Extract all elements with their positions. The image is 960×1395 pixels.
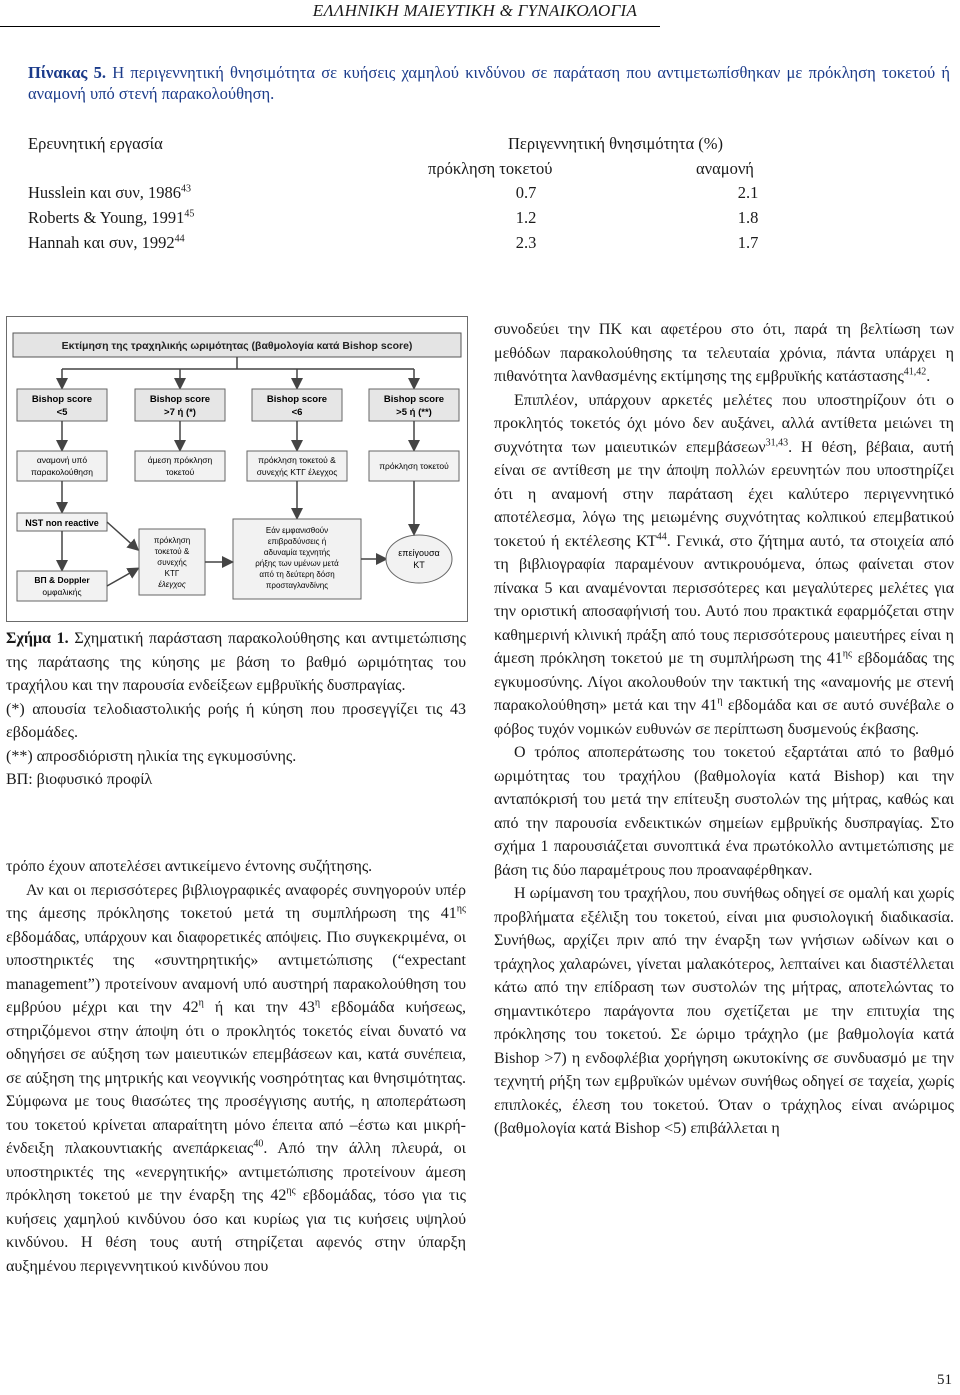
svg-text:τοκετού &: τοκετού & — [154, 547, 190, 556]
svg-text:πρόκληση τοκετού &: πρόκληση τοκετού & — [258, 455, 336, 465]
svg-text:ομφαλικής: ομφαλικής — [42, 587, 82, 597]
score-box-1 — [17, 389, 107, 421]
score-box-3 — [252, 389, 342, 421]
induction-value: 1.2 — [515, 208, 537, 227]
journal-title: ΕΛΛΗΝΙΚΗ ΜΑΙΕΥΤΙΚΗ & ΓΥΝΑΙΚΟΛΟΓΙΑ — [312, 1, 638, 20]
col-study-header: Ερευνητική εργασία — [28, 134, 163, 153]
svg-text:πρόκληση τοκετού: πρόκληση τοκετού — [379, 461, 449, 471]
fetal-distress-box — [233, 519, 361, 599]
table-caption-label: Πίνακας 5. — [28, 63, 106, 82]
svg-text:παρακολούθηση: παρακολούθηση — [30, 467, 94, 477]
svg-text:έλεγχος: έλεγχος — [158, 580, 186, 589]
svg-text:Bishop score: Bishop score — [149, 394, 211, 405]
svg-text:ΚΤΓ: ΚΤΓ — [164, 569, 180, 578]
svg-text:προσταγλανδίνης: προσταγλανδίνης — [265, 581, 329, 590]
induction-value: 0.7 — [515, 183, 537, 202]
right-column-text — [494, 318, 954, 1141]
svg-text:επείγουσα: επείγουσα — [398, 548, 440, 558]
running-header — [0, 0, 660, 27]
svg-text:πρόκληση: πρόκληση — [153, 536, 191, 545]
action-box-immediate — [135, 451, 225, 481]
figure-note-3: ΒΠ: βιοφυσικό προφίλ — [6, 771, 153, 788]
flowchart-figure — [6, 316, 468, 622]
study-ref: 43 — [181, 183, 192, 195]
svg-text:Bishop score: Bishop score — [266, 394, 328, 405]
left-column-text — [6, 855, 466, 1278]
svg-text:NST non reactive: NST non reactive — [25, 518, 99, 528]
action-box-wait — [17, 451, 107, 481]
svg-text:Bishop score: Bishop score — [31, 394, 93, 405]
induction-box — [139, 529, 205, 595]
svg-text:αδυναμία τεχνητής: αδυναμία τεχνητής — [263, 548, 331, 557]
svg-text:<6: <6 — [291, 407, 303, 418]
svg-text:αναμονή υπό: αναμονή υπό — [36, 455, 88, 465]
study-name: Husslein και συν, 1986 — [28, 183, 182, 202]
svg-text:τοκετού: τοκετού — [165, 467, 195, 477]
urgent-cs-oval — [386, 535, 452, 583]
svg-text:>5 ή (**): >5 ή (**) — [396, 407, 432, 418]
svg-text:Εάν εμφανισθούν: Εάν εμφανισθούν — [265, 526, 329, 535]
waiting-value: 2.1 — [737, 183, 759, 202]
svg-text:συνεχής ΚΤΓ έλεγχος: συνεχής ΚΤΓ έλεγχος — [256, 467, 338, 477]
svg-text:ΚΤ: ΚΤ — [413, 560, 425, 570]
figure-note-1: (*) απουσία τελοδιαστολικής ροής ή κύηση που προσεγγίζει τις 43 εβδομάδες. — [6, 700, 466, 741]
svg-text:ρήξης των υμένων μετά: ρήξης των υμένων μετά — [255, 559, 339, 568]
flowchart-svg — [7, 317, 467, 621]
figure-caption-text: Σχηματική παράσταση παρακολούθησης και αντιμετώπισης της παράτασης της κύησης με βάση το βαθμό ωριμότητας του τραχήλου και την παρουσία ενδείξεων εμβρυϊκής δυσπραγίας. — [6, 630, 467, 694]
action-box-induction — [369, 451, 459, 481]
left-paragraph-1: τρόπο έχουν αποτελέσει αντικείμενο έντονης συζήτησης. — [6, 858, 373, 875]
svg-text:συνεχής: συνεχής — [157, 558, 187, 567]
waiting-value: 1.8 — [737, 208, 759, 227]
right-paragraph-4: Η ωρίμανση του τραχήλου, που συνήθως οδηγεί σε ομαλή και χωρίς προβλήματα εξέλιξη του τοκετού, είναι μια φυσιολογική διαδικασία. Συνήθως, αρχίζει πριν από την έναρξη των γνήσιων ωδίνων και ο τράχηλος χαλαρώνει, γίνεται μαλακότερος, λεπταίνει και διαστέλλεται κάτω από την επίδραση των συστολών της μήτρας, αποτελώντας το σημαντικότερο παράγοντα που σχετίζεται με την επιτυχία της πρόκλησης του τοκετού. Σε ώριμο τράχηλο (με βαθμολογία κατά Bishop >7) η ενδοφλέβια χορήγηση ωκυτοκίνης σε συνδυασμό με την τεχνητή ρήξη των εμβρυϊκών υμένων συνήθως οδηγεί σε ταχεία, χωρίς επιπλοκές, έλεση του τοκετού. Όταν ο τράχηλος είναι ανώριμος (βαθμολογία κατά Bishop <5) επιβάλλεται η — [494, 885, 954, 1137]
figure-title: Εκτίμηση της τραχηλικής ωριμότητας (βαθμολογία κατά Bishop score) — [61, 340, 413, 352]
svg-text:ΒΠ & Doppler: ΒΠ & Doppler — [34, 575, 90, 585]
score-box-4 — [369, 389, 459, 421]
waiting-value: 1.7 — [737, 233, 759, 252]
figure-caption — [6, 627, 466, 792]
page-number: 51 — [937, 1372, 952, 1388]
right-paragraph-2: Επιπλέον, υπάρχουν αρκετές μελέτες που υποστηρίζουν ότι ο προκλητός τοκετός όχι μόνο δεν αυξάνει, αλλά αντίθετα μειώνει τη συχνότητα των μαιευτικών επεμβάσεων$^{31,43}$. Η θέση, βέβαια, αυτή είναι σε αντίθεση με την άποψη πολλών ερευνητών που υποστηρίζει ότι η αναμονή στην παράταση έχει καλύτερο περιγεννητικό αποτέλεσμα, λόγω της μειωμένης συχνότητας κολπικού επεμβατικού τοκετού ή εκτέλεσης ΚΤ$^{44}$. Γενικά, στο ζήτημα αυτό, τα στοιχεία από τη βιβλιογραφία παραμένουν αντικρουόμενα, όπως φαίνεται στον πίνακα 5 και αναμένονται περισσότερες και μεγαλύτερες μελέτες για την οριστική αποσαφήνισή του. Αυτό που πρακτικά εφαρμόζεται στην καθημερινή κλινική πράξη από τους περισσότερους μαιευτήρες είναι η άμεση πρόκληση τοκετού με τη συμπλήρωση της $41^{\eta\varsigma}$ εβδομάδας της εγκυμοσύνης. Λίγοι ακολουθούν την τακτική της «αναμονής με στενή παρακολούθηση» μετά και την $41^\eta$ εβδομάδα και σε αυτό συνέβαλε ο φόβος τυχόν νομικών ευθυνών σε περίπτωση δυσμενούς έκβασης. — [494, 391, 955, 738]
svg-text:Bishop score: Bishop score — [383, 394, 445, 405]
study-name: Roberts & Young, 1991 — [28, 208, 185, 227]
left-paragraph-2: Αν και οι περισσότερες βιβλιογραφικές αναφορές συνηγορούν υπέρ της άμεσης πρόκλησης τοκετού μετά τη συμπλήρωση της $41^{\eta\varsigma}$ εβδομάδας, υπάρχουν και διαφορετικές απόψεις. Πιο συγκεκριμένα, οι υποστηρικτές της «συντηρητικής» αντιμετώπισης (“expectant management”) προτείνουν αναμονή υπό αυστηρή παρακολούθηση του εμβρύου μέχρι και την $42^\eta$ ή και την $43^\eta$ εβδομάδα κυήσεως, στηριζόμενοι στην άποψη ότι ο προκλητός τοκετός είναι δυνατό να οδηγήσει σε αύξηση των μαιευτικών επεμβάσεων και, κατά συνέπεια, σε αύξηση της μητρικής και νεογνικής νοσηρότητας και θνησιμότητας. Σύμφωνα με τους θιασώτες της προσέγγισης αυτής, η αποπεράτωση του τοκετού κρίνεται απαραίτητη μόνο έπειτα από –έστω και μικρή- ένδειξη πλακουντιακής ανεπάρκειας$^{40}$. Από την άλλη πλευρά, οι υποστηρικτές της «ενεργητικής» αντιμετώπισης προτείνουν άμεση πρόκληση τοκετού με την έναρξη της $42^{\eta\varsigma}$ εβδομάδας, τόσο για τις κυήσεις χαμηλού κινδύνου όσο και κυρίως για τις κυήσεις υψηλού κινδύνου. Η θέση τους αυτή στηρίζεται αφενός στην ύπαρξη αυξημένου περιγεννητικού κινδύνου που — [6, 881, 466, 1275]
right-paragraph-1: συνοδεύει την ΠΚ και αφετέρου στο ότι, παρά τη βελτίωση των μεθόδων παρακολούθησης τα τελευταία χρόνια, πάντα υπάρχει η πιθανότητα λανθασμένης εκτίμησης της εμβρυϊκής κατάστασης$^{41,42}$. — [494, 321, 954, 385]
table-caption-text: Η περιγεννητική θνησιμότητα σε κυήσεις χαμηλού κινδύνου σε παράταση που αντιμετωπίσθηκαν με πρόκληση τοκετού ή αναμονή υπό στενή παρακολούθηση. — [28, 63, 950, 103]
study-ref: 45 — [184, 208, 195, 220]
figure-caption-label: Σχήμα 1. — [6, 630, 69, 647]
action-box-induction-ctg — [247, 451, 347, 481]
right-paragraph-3: Ο τρόπος αποπεράτωσης του τοκετού εξαρτάται από το βαθμό ωριμότητας του τραχήλου (βαθμολογία κατά Bishop) και την ανταπόκρισή του μετά την επίτευξη συστολών της μήτρας, καθώς και από την παρουσία ενδεικτικών σημείων εμβρυϊκής δυσπραγίας. Στο σχήμα 1 παρουσιάζεται συνοπτικά ένα πρωτόκολλο αντιμετώπισης με βάση τις δύο παραμέτρους που προαναφέρθηκαν. — [494, 744, 954, 879]
svg-text:άμεση πρόκληση: άμεση πρόκληση — [147, 455, 213, 465]
bpp-box — [17, 571, 107, 601]
figure-note-2: (**) απροσδιόριστη ηλικία της εγκυμοσύνης. — [6, 747, 297, 765]
col-waiting-header: αναμονή — [696, 159, 754, 178]
svg-text:επιβραδύνσεις ή: επιβραδύνσεις ή — [267, 537, 327, 546]
svg-text:>7 ή (*): >7 ή (*) — [164, 407, 196, 418]
col-group-header: Περιγεννητική θνησιμότητα (%) — [508, 134, 723, 153]
table-caption — [28, 62, 950, 104]
nst-box — [17, 513, 107, 531]
col-induction-header: πρόκληση τοκετού — [428, 159, 553, 178]
svg-text:<5: <5 — [56, 407, 68, 418]
score-box-2 — [135, 389, 225, 421]
study-ref: 44 — [174, 233, 185, 245]
study-name: Hannah και συν, 1992 — [28, 233, 175, 252]
svg-text:από τη δεύτερη δόση: από τη δεύτερη δόση — [259, 570, 335, 579]
induction-value: 2.3 — [515, 233, 537, 252]
